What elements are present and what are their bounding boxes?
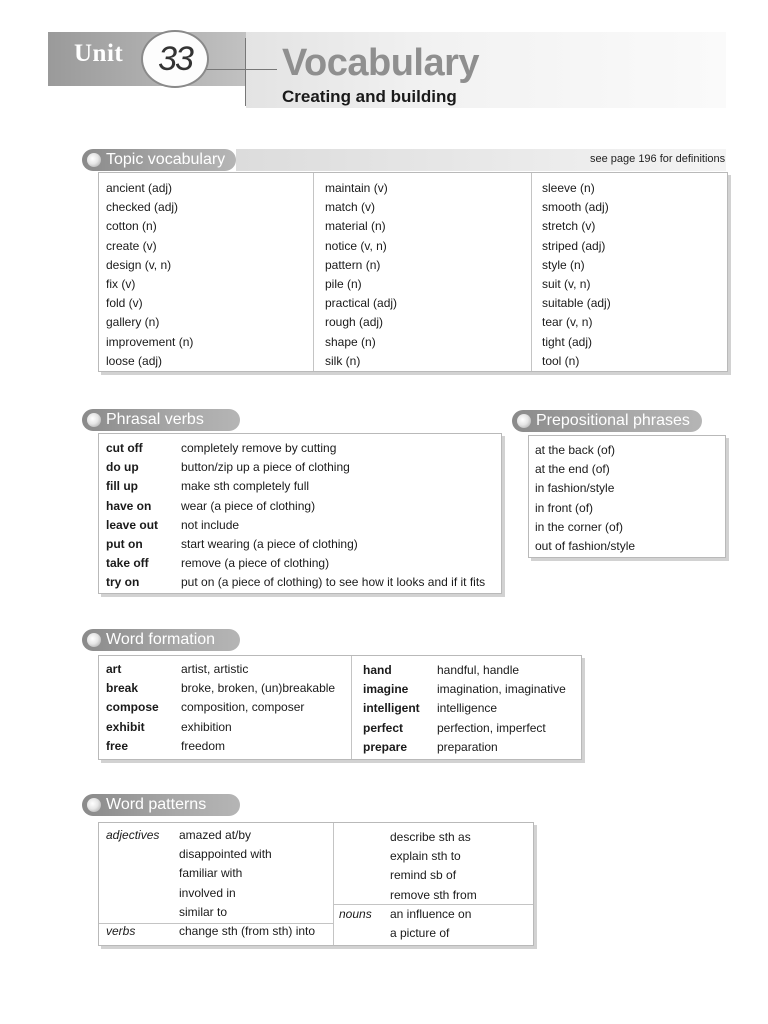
phrasal-verb-column — [106, 439, 158, 593]
verb-patterns-left — [179, 922, 315, 941]
column-divider — [313, 173, 314, 371]
derived-forms: composition, composer — [181, 700, 305, 715]
adjective-pattern: familiar with — [179, 866, 243, 881]
verbs-label-text: verbs — [106, 924, 136, 938]
word-formation-box — [98, 655, 582, 760]
word-patterns-title: Word patterns — [106, 796, 207, 813]
word-formation-left-forms — [181, 660, 335, 756]
base-word: perfect — [363, 720, 404, 735]
vocab-item: ancient (adj) — [106, 181, 173, 195]
word-formation-title: Word formation — [106, 631, 216, 648]
topic-vocabulary-heading — [82, 149, 236, 171]
prepositional-phrases-title: Prepositional phrases — [536, 412, 690, 429]
base-word: exhibit — [106, 719, 145, 734]
vocab-item: striped (adj) — [542, 238, 606, 253]
definitions-note: see page 196 for definitions — [590, 153, 726, 165]
base-word: break — [106, 681, 139, 696]
prepositional-phrases-box — [528, 435, 726, 558]
phrasal-meaning: button/zip up a piece of clothing — [181, 460, 350, 475]
phrasal-meaning: remove (a piece of clothing) — [181, 556, 330, 571]
base-word: hand — [363, 663, 392, 677]
vocab-item: rough (adj) — [325, 315, 384, 330]
vocab-item: tool (n) — [542, 353, 580, 368]
phrasal-meaning: make sth completely full — [181, 479, 310, 494]
noun-patterns — [390, 905, 471, 943]
adjective-pattern: involved in — [179, 885, 236, 900]
page-title: Vocabulary — [282, 42, 480, 84]
phrasal-verb: take off — [106, 556, 149, 571]
column-divider — [351, 656, 352, 759]
verb-pattern: change sth (from sth) into — [179, 924, 316, 938]
vocab-item: silk (n) — [325, 353, 361, 368]
vocab-item: design (v, n) — [106, 257, 172, 272]
vocab-item: style (n) — [542, 257, 585, 272]
nouns-label-text: nouns — [339, 907, 372, 921]
prepositional-phrase: at the back (of) — [535, 443, 616, 457]
word-patterns-heading — [82, 794, 240, 816]
noun-pattern: a picture of — [390, 926, 450, 941]
word-patterns-box — [98, 822, 534, 946]
vocab-item: suit (v, n) — [542, 276, 591, 291]
phrasal-meaning: completely remove by cutting — [181, 441, 337, 455]
word-formation-right-words — [363, 661, 420, 757]
base-word: art — [106, 662, 122, 676]
phrasal-verb: put on — [106, 536, 143, 551]
verb-pattern: remove sth from — [390, 887, 477, 902]
verb-patterns-right — [390, 828, 477, 905]
vocab-item: shape (n) — [325, 334, 376, 349]
vocab-item: smooth (adj) — [542, 200, 609, 215]
bullet-icon — [517, 414, 531, 428]
bullet-icon — [87, 798, 101, 812]
adjective-pattern: disappointed with — [179, 847, 272, 862]
phrasal-meaning: put on (a piece of clothing) to see how it looks and if it fits — [181, 575, 486, 590]
prepositional-phrase: in fashion/style — [535, 481, 615, 496]
vocab-item: checked (adj) — [106, 200, 179, 215]
prepositional-list — [535, 441, 635, 556]
adjectives-label — [106, 826, 159, 845]
topic-column-1 — [106, 179, 193, 371]
topic-column-2 — [325, 179, 397, 371]
vocab-item: create (v) — [106, 238, 157, 253]
verb-pattern: explain sth to — [390, 849, 461, 864]
phrasal-verb: fill up — [106, 479, 138, 494]
vocab-item: maintain (v) — [325, 181, 388, 195]
prepositional-phrases-heading — [512, 410, 702, 432]
noun-pattern: an influence on — [390, 907, 472, 921]
vocab-item: match (v) — [325, 200, 376, 215]
derived-forms: broke, broken, (un)breakable — [181, 681, 336, 696]
unit-label: Unit — [74, 40, 124, 67]
vocab-item: tear (v, n) — [542, 315, 593, 330]
bullet-icon — [87, 153, 101, 167]
topic-vocabulary-box — [98, 172, 728, 372]
vocab-item: suitable (adj) — [542, 296, 611, 311]
prepositional-phrase: in the corner (of) — [535, 519, 624, 534]
prepositional-phrase: at the end (of) — [535, 462, 610, 477]
phrasal-verbs-heading — [82, 409, 240, 431]
bullet-icon — [87, 633, 101, 647]
phrasal-verb: cut off — [106, 441, 143, 455]
derived-forms: intelligence — [437, 701, 498, 716]
bullet-icon — [87, 413, 101, 427]
verbs-label — [106, 922, 135, 941]
topic-column-3 — [542, 179, 611, 371]
phrasal-meaning: not include — [181, 517, 240, 532]
vocab-item: pile (n) — [325, 276, 362, 291]
word-formation-heading — [82, 629, 240, 651]
verb-pattern: describe sth as — [390, 830, 471, 844]
derived-forms: perfection, imperfect — [437, 720, 546, 735]
vocab-item: material (n) — [325, 219, 386, 234]
phrasal-verb: try on — [106, 575, 140, 590]
vocab-item: tight (adj) — [542, 334, 593, 349]
vocab-item: pattern (n) — [325, 257, 381, 272]
base-word: compose — [106, 700, 159, 715]
topic-vocabulary-title: Topic vocabulary — [106, 151, 226, 168]
phrasal-meaning: start wearing (a piece of clothing) — [181, 536, 358, 551]
vocab-item: gallery (n) — [106, 315, 160, 330]
vocab-item: fix (v) — [106, 276, 136, 291]
unit-number: 33 — [141, 30, 209, 88]
adjectives-label-text: adjectives — [106, 828, 160, 842]
base-word: intelligent — [363, 701, 420, 716]
vocab-item: improvement (n) — [106, 334, 194, 349]
derived-forms: freedom — [181, 738, 226, 753]
adjective-pattern: amazed at/by — [179, 828, 252, 842]
vocab-item: loose (adj) — [106, 353, 163, 368]
phrasal-meaning-column — [181, 439, 485, 593]
vocab-item: cotton (n) — [106, 219, 157, 234]
derived-forms: preparation — [437, 739, 498, 754]
vocab-item: notice (v, n) — [325, 238, 387, 253]
derived-forms: exhibition — [181, 719, 232, 734]
header-rule — [195, 69, 277, 70]
nouns-label — [339, 905, 372, 924]
column-divider — [333, 823, 334, 945]
vocab-item: fold (v) — [106, 296, 143, 311]
word-formation-left-words — [106, 660, 159, 756]
base-word: free — [106, 738, 129, 753]
base-word: imagine — [363, 682, 409, 697]
phrasal-verb: do up — [106, 460, 139, 475]
derived-forms: handful, handle — [437, 663, 520, 677]
prepositional-phrase: in front (of) — [535, 500, 594, 515]
base-word: prepare — [363, 739, 408, 754]
page-subtitle: Creating and building — [282, 87, 457, 106]
verb-pattern: remind sb of — [390, 868, 457, 883]
vocab-item: stretch (v) — [542, 219, 596, 234]
phrasal-verbs-title: Phrasal verbs — [106, 411, 204, 428]
phrasal-verbs-box — [98, 433, 502, 594]
column-divider — [531, 173, 532, 371]
adjective-pattern: similar to — [179, 904, 228, 919]
derived-forms: imagination, imaginative — [437, 682, 566, 697]
vocab-item: practical (adj) — [325, 296, 398, 311]
vocab-item: sleeve (n) — [542, 181, 595, 195]
word-formation-right-forms — [437, 661, 566, 757]
phrasal-meaning: wear (a piece of clothing) — [181, 498, 316, 513]
phrasal-verb: have on — [106, 498, 152, 513]
prepositional-phrase: out of fashion/style — [535, 538, 636, 553]
derived-forms: artist, artistic — [181, 662, 249, 676]
phrasal-verb: leave out — [106, 517, 159, 532]
adjective-patterns — [179, 826, 272, 922]
header-divider — [245, 38, 246, 106]
